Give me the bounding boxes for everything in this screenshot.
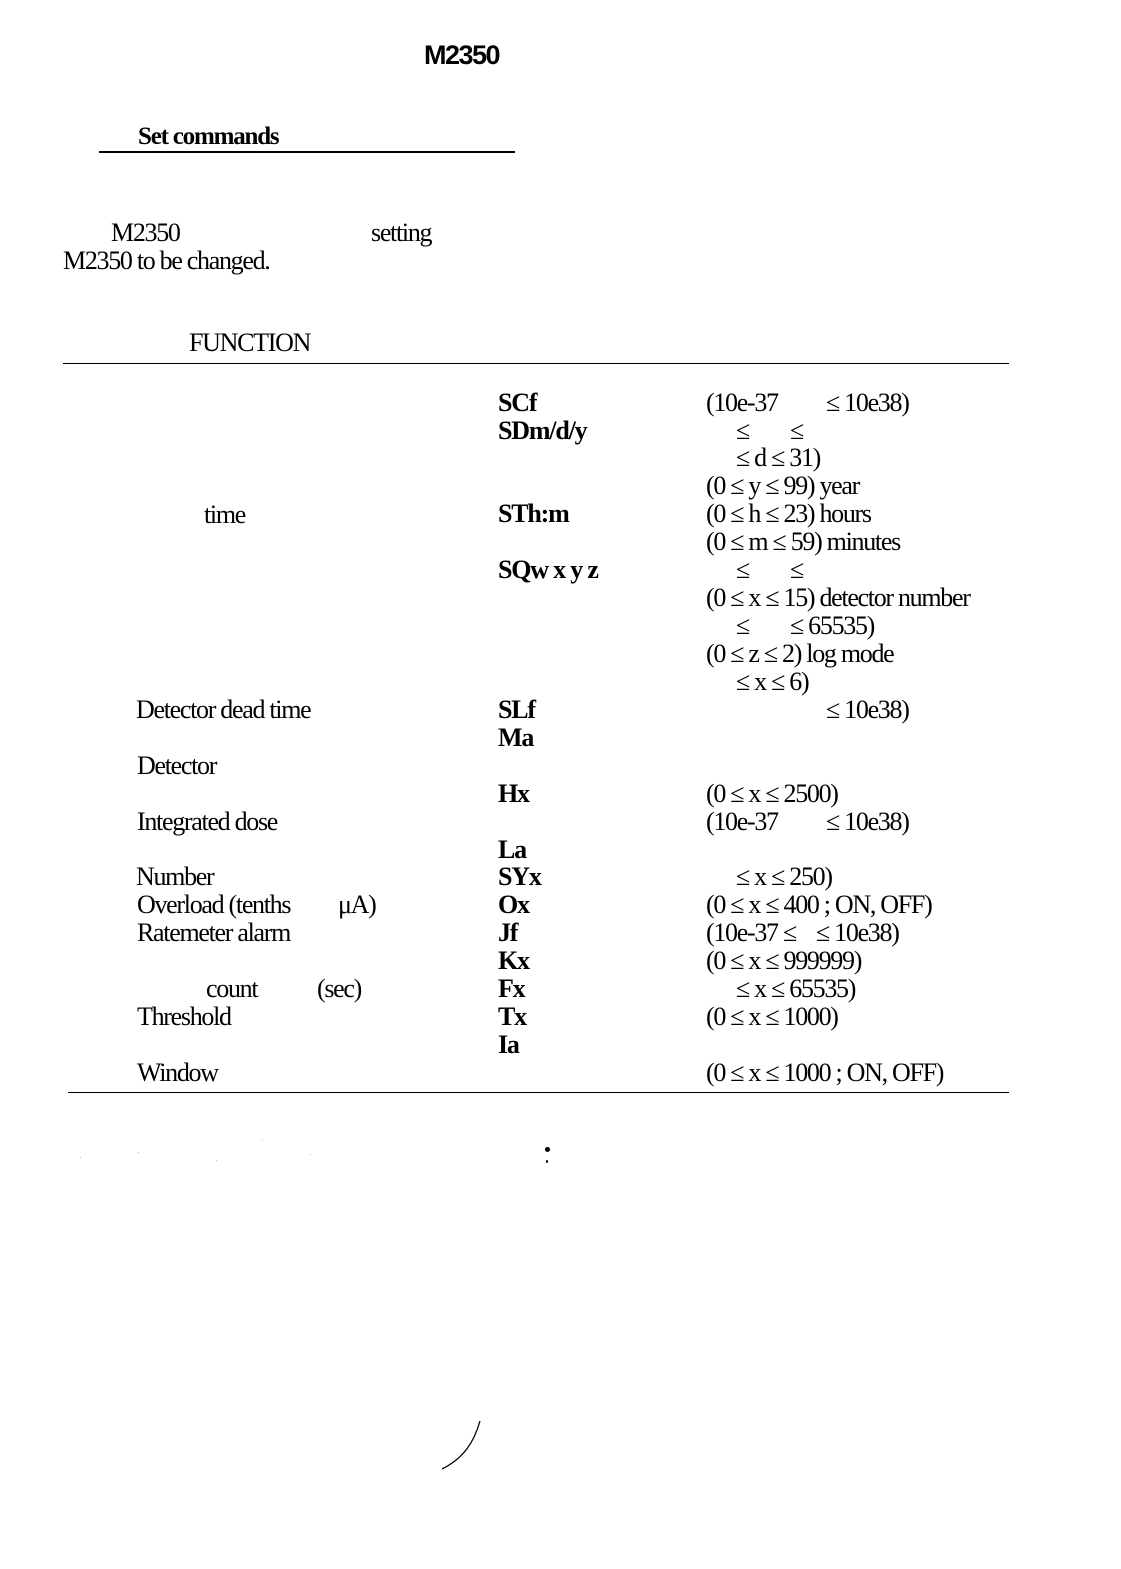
range-text: (0 ≤ x ≤ 2500) [706, 779, 838, 808]
command-code: SCf [498, 388, 537, 417]
section-heading-underline [99, 151, 515, 153]
command-code: SQw x y z [498, 555, 598, 584]
function-label: time [204, 500, 246, 529]
command-code: Jf [498, 918, 518, 947]
command-code: SLf [498, 695, 535, 724]
range-text: ≤ 10e38) [826, 695, 909, 724]
function-label: count [206, 974, 258, 1003]
command-code: STh:m [498, 499, 569, 528]
range-text: ≤ x ≤ 65535) [736, 974, 856, 1003]
range-text: ≤ x ≤ 6) [736, 667, 809, 696]
range-text: ≤ [790, 416, 803, 445]
range-text: ≤ 65535) [790, 611, 875, 640]
section-heading: Set commands [138, 123, 279, 150]
range-text: (0 ≤ z ≤ 2) log mode [706, 639, 894, 668]
function-label: μA) [338, 890, 376, 919]
function-label: Threshold [137, 1002, 231, 1031]
function-label: (sec) [317, 974, 362, 1003]
command-code: Kx [498, 946, 529, 975]
range-text: ≤ [736, 555, 749, 584]
range-text: ≤ 10e38) [826, 807, 909, 836]
function-label: Integrated dose [137, 807, 278, 836]
range-text: (0 ≤ x ≤ 15) detector number [706, 583, 970, 612]
range-text: (10e-37 [706, 807, 778, 836]
pen-stroke-mark [438, 1418, 484, 1472]
command-code: Ia [498, 1030, 519, 1059]
function-label: Detector [137, 751, 217, 780]
range-text: (10e-37 ≤ [706, 918, 796, 947]
function-label: Overload (tenths [137, 890, 291, 919]
range-text: ≤ 10e38) [826, 388, 909, 417]
command-code: SYx [498, 862, 541, 891]
table-bottom-rule [68, 1092, 1009, 1093]
page-title: M2350 [424, 40, 500, 70]
range-text: (0 ≤ x ≤ 1000 ; ON, OFF) [706, 1058, 944, 1087]
range-text: (0 ≤ x ≤ 999999) [706, 946, 862, 975]
range-text: ≤ [736, 611, 749, 640]
scan-speck [138, 1152, 139, 1153]
function-label: Ratemeter alarm [137, 918, 291, 947]
range-text: ≤ 10e38) [816, 918, 899, 947]
intro-word-setting: setting [371, 218, 432, 247]
range-text: ≤ x ≤ 250) [736, 862, 832, 891]
intro-line-2: M2350 to be changed. [63, 246, 270, 275]
command-code: La [498, 835, 526, 864]
intro-word-m2350: M2350 [111, 218, 180, 247]
command-code: Tx [498, 1002, 526, 1031]
range-text: ≤ [736, 416, 749, 445]
command-code: Fx [498, 974, 525, 1003]
command-code: Hx [498, 779, 529, 808]
range-text: ≤ d ≤ 31) [736, 443, 820, 472]
scan-speck [216, 1160, 217, 1161]
function-label: Detector dead time [136, 695, 311, 724]
range-text: ≤ [790, 555, 803, 584]
scan-speck [545, 1147, 550, 1152]
command-code: SDm/d/y [498, 416, 587, 445]
function-label: Number [136, 862, 214, 891]
range-text: (0 ≤ h ≤ 23) hours [706, 499, 871, 528]
range-text: (0 ≤ x ≤ 400 ; ON, OFF) [706, 890, 932, 919]
function-label: Window [137, 1058, 218, 1087]
table-top-rule [63, 363, 1009, 364]
scan-speck [80, 1157, 81, 1158]
range-text: (0 ≤ y ≤ 99) year [706, 471, 859, 500]
range-text: (10e-37 [706, 388, 778, 417]
command-code: Ox [498, 890, 529, 919]
scan-speck [546, 1160, 548, 1163]
scan-speck [310, 1154, 311, 1155]
range-text: (0 ≤ x ≤ 1000) [706, 1002, 838, 1031]
table-header-function: FUNCTION [189, 328, 311, 357]
range-text: (0 ≤ m ≤ 59) minutes [706, 527, 900, 556]
command-code: Ma [498, 723, 534, 752]
scan-speck [262, 1140, 263, 1141]
